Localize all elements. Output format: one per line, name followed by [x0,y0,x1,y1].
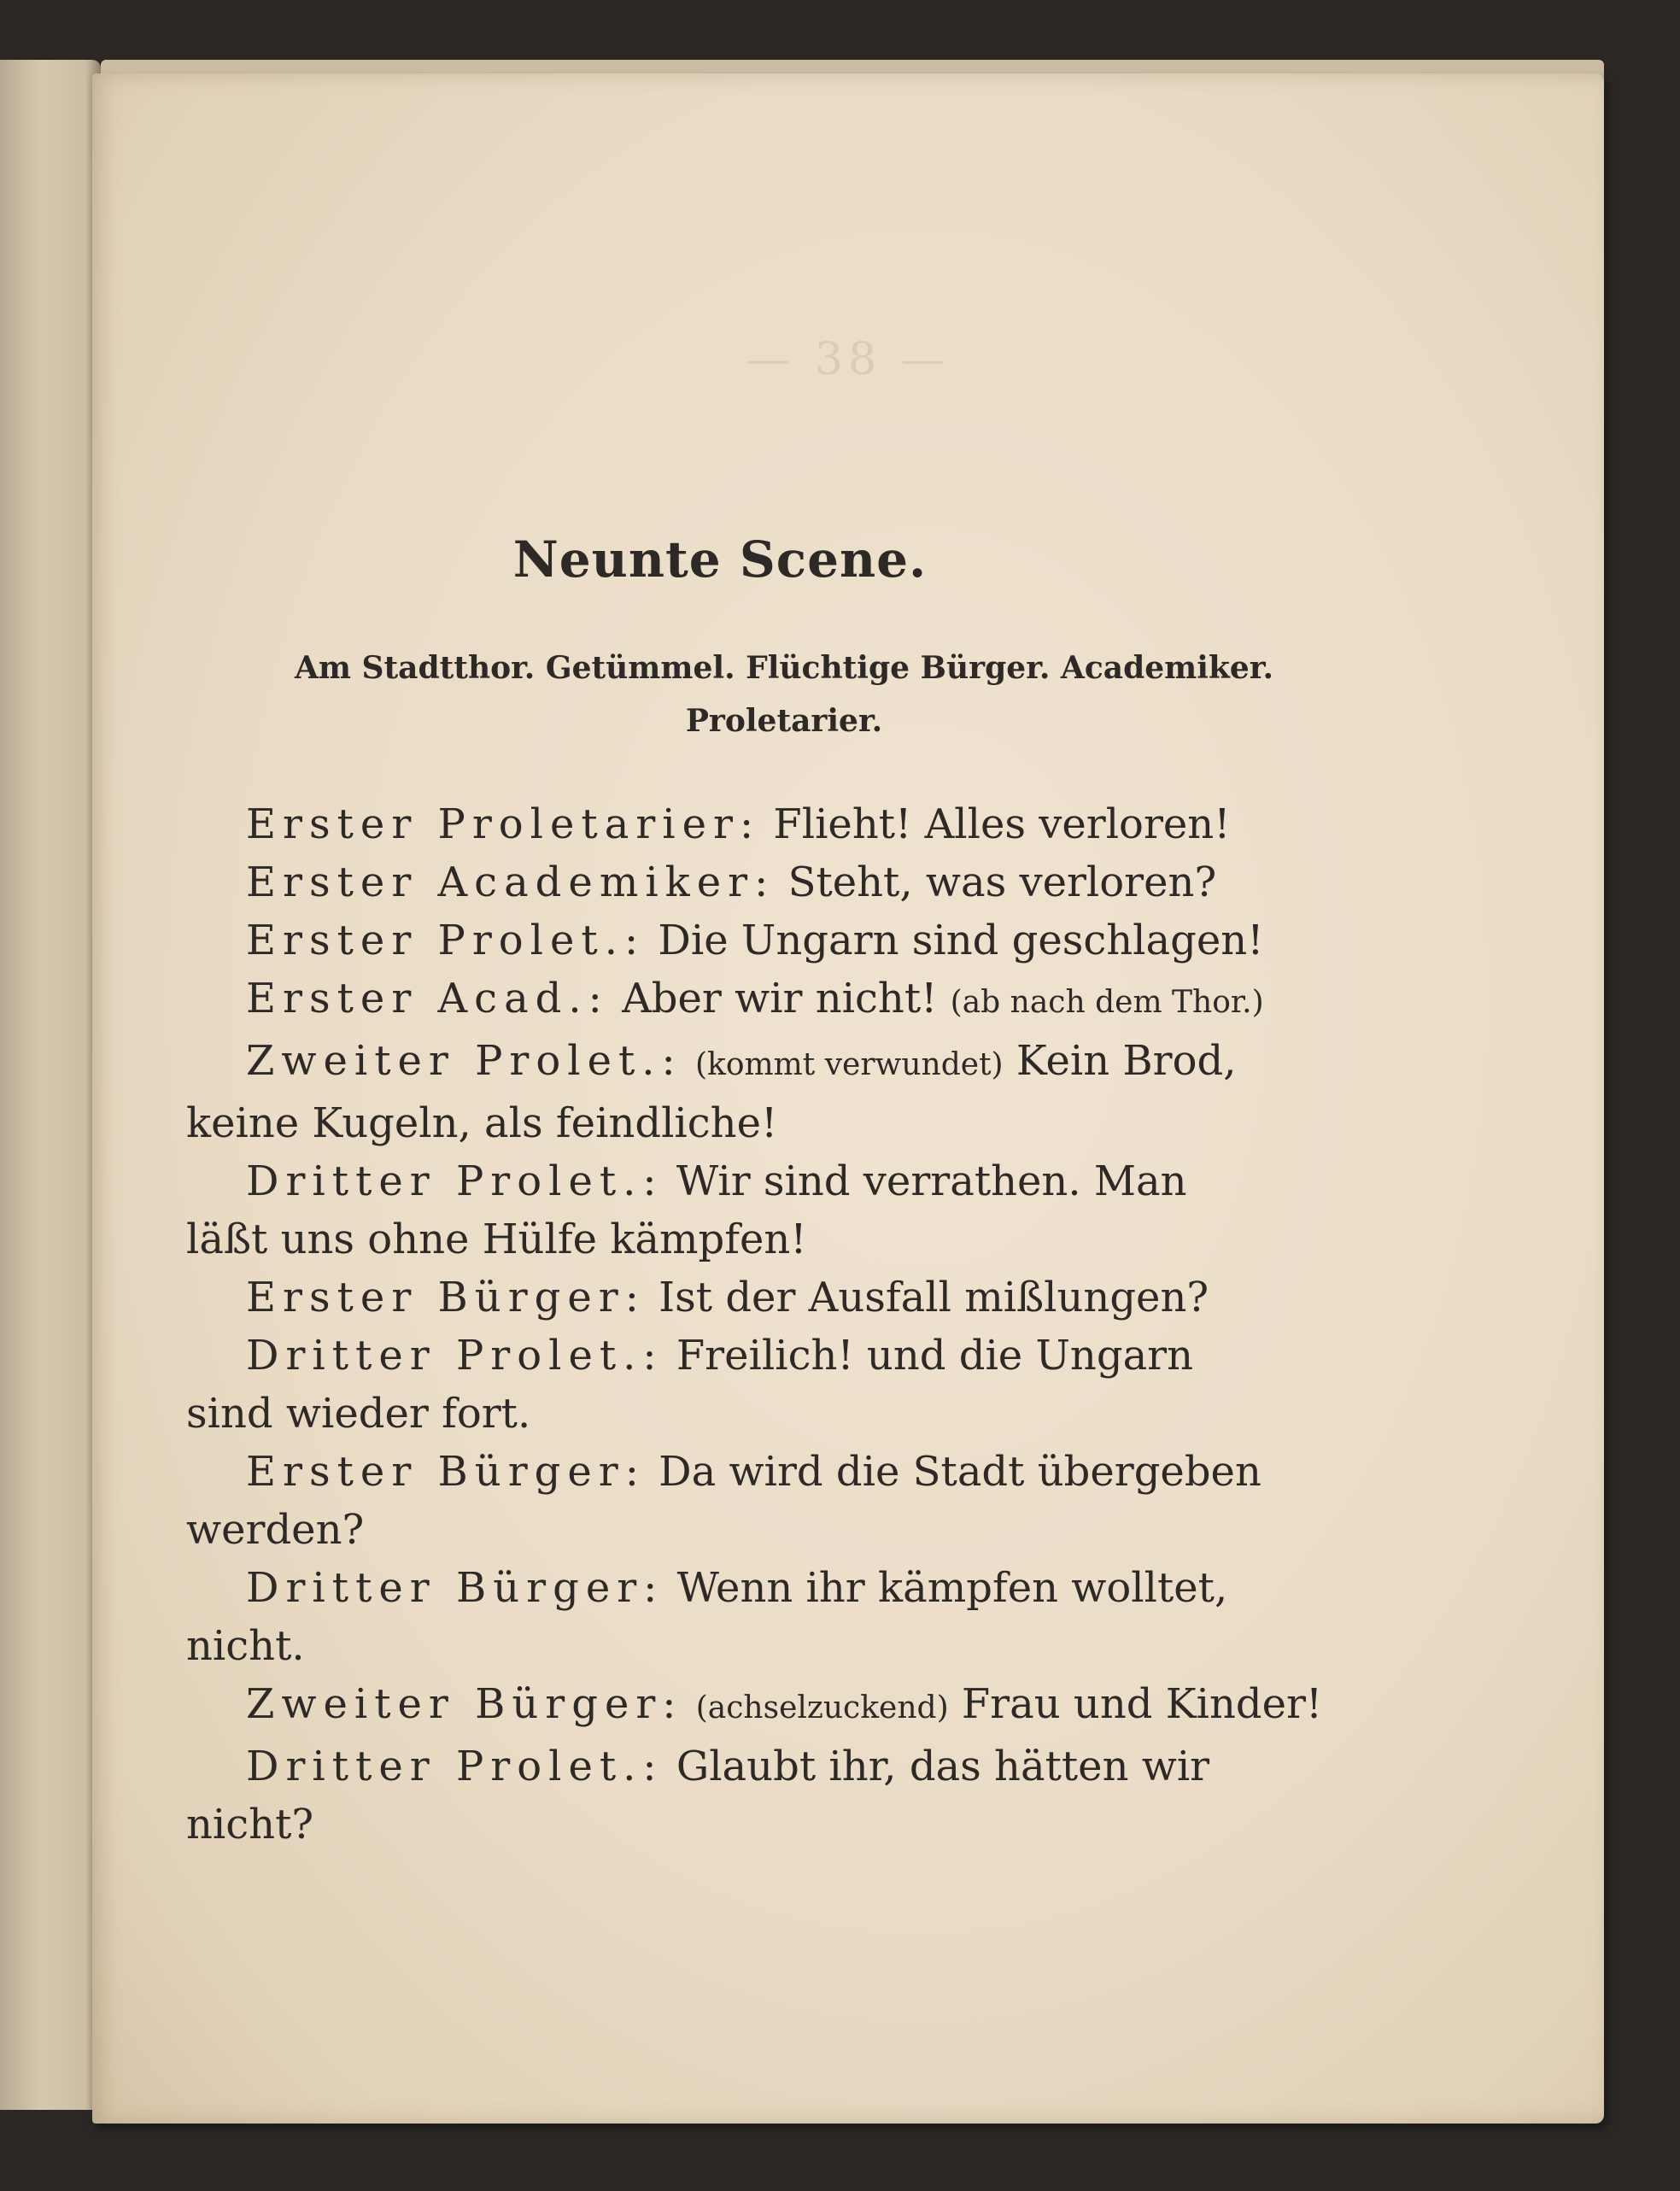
speech: Die Ungarn sind geschlagen! [658,917,1264,964]
scene-title: Neunte Scene. [512,530,928,589]
dialogue-entry [186,1032,1339,1152]
speaker: Erster Prolet.: [246,917,646,964]
dialogue-entry [186,795,1339,853]
stage-direction-inline: (kommt verwundet) [694,1047,1004,1082]
speech: Wenn ihr kämpfen wolltet, [676,1564,1228,1612]
left-page-edge [0,60,101,2110]
speech: Kein Brod, [1016,1037,1237,1085]
stage-direction: Am Stadtthor. Getümmel. Flüchtige Bürger. Academiker. Proletarier. [295,650,1273,739]
speaker: Dritter Bürger: [246,1564,664,1612]
stage-direction-inline: (achselzuckend) [695,1690,949,1725]
speech-continuation: läßt uns ohne Hülfe kämpfen! [186,1216,807,1263]
dialogue-entry [186,1152,1339,1268]
dialogue-entry [186,1675,1339,1737]
speech: Wir sind verrathen. Man [676,1157,1187,1205]
speaker: Erster Bürger: [246,1274,646,1321]
speaker: Zweiter Bürger: [246,1680,683,1728]
dialogue-entry [186,1443,1339,1559]
dialogue-entry [186,911,1339,970]
dialogue [186,795,1339,1854]
speaker: Dritter Prolet.: [246,1157,664,1205]
speech: Freilich! und die Ungarn [676,1332,1194,1380]
speech-continuation: nicht. [186,1622,305,1670]
dialogue-entry [186,1737,1339,1854]
stage-direction-inline: (ab nach dem Thor.) [950,985,1264,1020]
speech: Ist der Ausfall mißlungen? [659,1274,1209,1321]
dialogue-entry [186,1559,1339,1675]
speech: Steht, was verloren? [787,858,1217,906]
dialogue-entry [186,970,1339,1032]
speaker: Dritter Prolet.: [246,1743,664,1790]
speaker: Dritter Prolet.: [246,1332,664,1380]
speaker: Erster Bürger: [246,1448,646,1496]
speech-continuation: nicht? [186,1801,314,1848]
speech: Frau und Kinder! [961,1680,1323,1728]
speech-continuation: sind wieder fort. [186,1390,531,1438]
speaker: Zweiter Prolet.: [246,1037,682,1085]
dialogue-entry [186,853,1339,911]
page-number: — 38 — [746,334,951,385]
speech: Aber wir nicht! [622,975,938,1022]
speech: Da wird die Stadt übergeben [659,1448,1261,1496]
page-content [92,73,1604,2124]
speech: Glaubt ihr, das hätten wir [676,1743,1210,1790]
speaker: Erster Academiker: [246,858,776,906]
speaker: Erster Acad.: [246,975,609,1022]
dialogue-entry [186,1268,1339,1327]
speech-continuation: werden? [186,1506,365,1554]
speech-continuation: keine Kugeln, als feindliche! [186,1099,778,1147]
speaker: Erster Proletarier: [246,800,761,848]
dialogue-entry [186,1327,1339,1443]
speech: Flieht! Alles verloren! [773,800,1231,848]
